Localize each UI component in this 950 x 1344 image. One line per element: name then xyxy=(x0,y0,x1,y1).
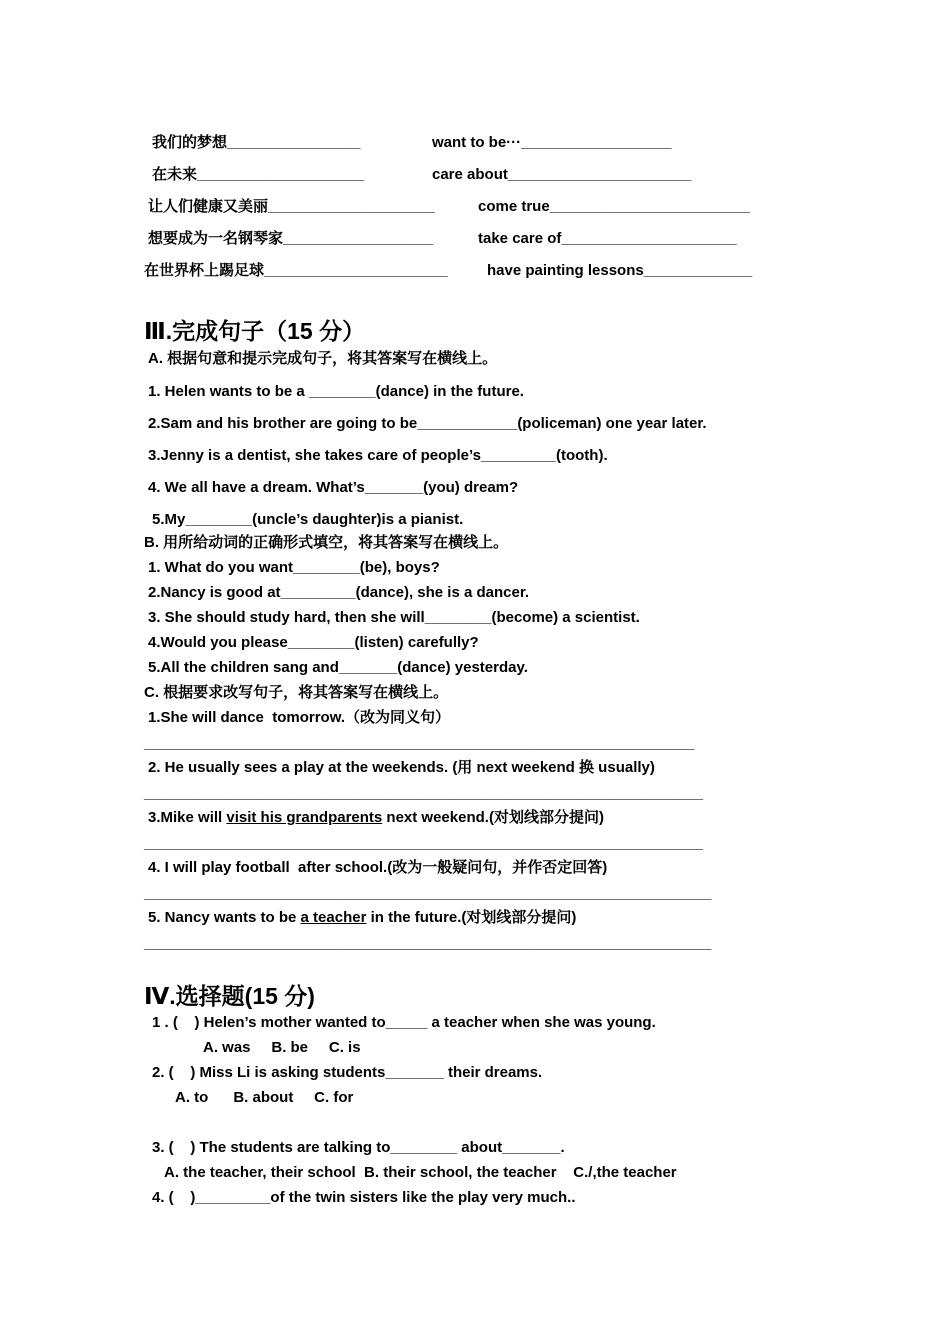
partA-item-3: 3.Jenny is a dentist, she takes care of people’s_________(tooth). xyxy=(148,447,608,464)
mc-item-2-options: A. to B. about C. for xyxy=(175,1089,354,1106)
vocab-right-2: care about______________________ xyxy=(432,166,692,183)
mc-item-1: 1 . ( ) Helen’s mother wanted to_____ a teacher when she was young. xyxy=(152,1014,656,1031)
partC-answer-line-5: ____________________________________________________________________ xyxy=(144,935,712,952)
vocab-right-5: have painting lessons_____________ xyxy=(487,262,753,279)
partA-item-5: 5.My________(uncle’s daughter)is a pianist. xyxy=(152,511,464,528)
partC-answer-line-1: __________________________________________________________________ xyxy=(144,735,695,752)
partB-item-5: 5.All the children sang and_______(dance) yesterday. xyxy=(148,659,528,676)
partC-q2: 2. He usually sees a play at the weekends. (用 next weekend 换 usually) xyxy=(148,759,655,776)
partB-item-1: 1. What do you want________(be), boys? xyxy=(148,559,440,576)
partC-q5 xyxy=(148,908,576,928)
partC-q3-post: next weekend.(对划线部分提问) xyxy=(382,809,604,826)
partA-item-2: 2.Sam and his brother are going to be____________(policeman) one year later. xyxy=(148,415,707,432)
vocab-right-4: take care of_____________________ xyxy=(478,230,737,247)
section3-partB-instruction: B. 用所给动词的正确形式填空，将其答案写在横线上。 xyxy=(144,534,509,551)
section3-partA-instruction: A. 根据句意和提示完成句子，将其答案写在横线上。 xyxy=(148,350,498,367)
partC-q1: 1.She will dance tomorrow.（改为同义句） xyxy=(148,709,450,726)
vocab-right-1: want to be···__________________ xyxy=(432,134,672,151)
partA-item-1: 1. Helen wants to be a ________(dance) in the future. xyxy=(148,383,524,400)
section3-title: Ⅲ.完成句子（15 分） xyxy=(144,318,366,344)
partA-item-4: 4. We all have a dream. What’s_______(you) dream? xyxy=(148,479,519,496)
partC-q5-underlined: a teacher xyxy=(300,909,367,926)
section3-partC-instruction: C. 根据要求改写句子，将其答案写在横线上。 xyxy=(144,684,449,701)
mc-item-2: 2. ( ) Miss Li is asking students_______ their dreams. xyxy=(152,1064,543,1081)
partB-item-3: 3. She should study hard, then she will________(become) a scientist. xyxy=(148,609,640,626)
partC-q5-pre: 5. Nancy wants to be xyxy=(148,909,301,926)
partC-q4: 4. I will play football after school.(改为一般疑问句，并作否定回答) xyxy=(148,859,608,876)
mc-item-1-options: A. was B. be C. is xyxy=(203,1039,361,1056)
partC-q3-pre: 3.Mike will xyxy=(148,809,227,826)
vocab-left-3: 让人们健康又美丽____________________ xyxy=(148,198,435,215)
mc-item-4: 4. ( )_________of the twin sisters like the play very much.. xyxy=(152,1189,576,1206)
partB-item-4: 4.Would you please________(listen) carefully? xyxy=(148,634,479,651)
partC-answer-line-4: ____________________________________________________________________ xyxy=(144,885,712,902)
partB-item-2: 2.Nancy is good at_________(dance), she is a dancer. xyxy=(148,584,530,601)
mc-item-3: 3. ( ) The students are talking to________ about_______. xyxy=(152,1139,565,1156)
partC-answer-line-3: ___________________________________________________________________ xyxy=(144,835,703,852)
partC-q5-post: in the future.(对划线部分提问) xyxy=(366,909,577,926)
partC-q3-underlined: visit his grandparents xyxy=(226,809,383,826)
vocab-left-5: 在世界杯上踢足球______________________ xyxy=(144,262,448,279)
partC-q3 xyxy=(148,808,604,828)
partC-answer-line-2: ___________________________________________________________________ xyxy=(144,785,703,802)
vocab-left-4: 想要成为一名钢琴家__________________ xyxy=(148,230,434,247)
vocab-right-3: come true________________________ xyxy=(478,198,750,215)
mc-item-3-options: A. the teacher, their school B. their school, the teacher C./,the teacher xyxy=(164,1164,677,1181)
vocab-left-1: 我们的梦想________________ xyxy=(152,134,361,151)
vocab-left-2: 在未来____________________ xyxy=(152,166,364,183)
section4-title: Ⅳ.选择题(15 分) xyxy=(144,983,315,1009)
